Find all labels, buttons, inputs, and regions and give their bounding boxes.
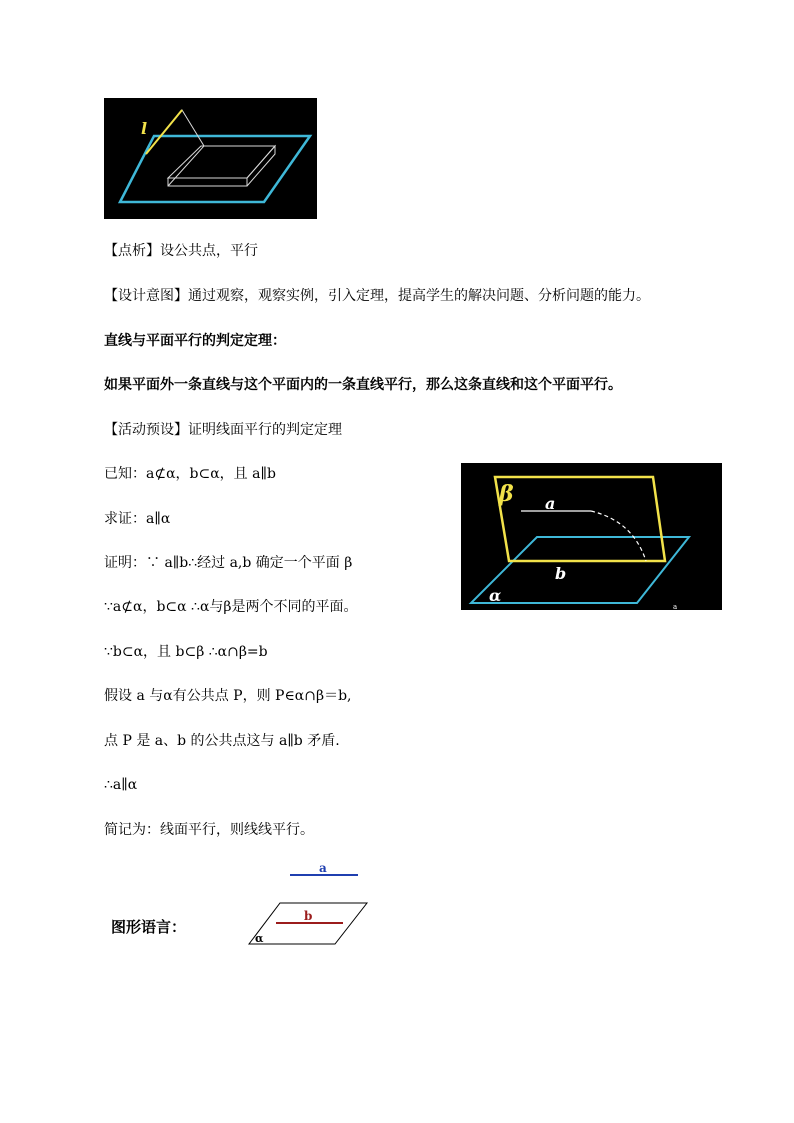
- label-corner: a: [673, 603, 678, 610]
- label-alpha: α: [489, 586, 502, 605]
- proof-step-5: 点 P 是 a、b 的公共点这与 a∥b 矛盾.: [104, 733, 340, 749]
- graphic-label-alpha: α: [255, 932, 264, 945]
- proof-step-4: 假设 a 与α有公共点 P，则 P∈α∩β＝b,: [104, 688, 352, 704]
- figure-line-plane-parallel: [104, 98, 317, 219]
- proof-step-6: ∴a∥α: [104, 777, 138, 793]
- graphic-caption: 图形语言：: [111, 918, 187, 936]
- proof-step-2: ∵a⊄α，b⊂α ∴α与β是两个不同的平面。: [104, 599, 358, 615]
- label-b: b: [555, 564, 567, 583]
- label-beta: β: [499, 481, 514, 507]
- proof-step-3: ∵b⊂α，且 b⊂β ∴α∩β=b: [104, 644, 268, 660]
- activity-text: 证明线面平行的判定定理: [188, 422, 342, 438]
- label-l: l: [141, 119, 148, 138]
- line-l: [146, 110, 182, 154]
- design-text: 通过观察，观察实例，引入定理，提高学生的解决问题、分析问题的能力。: [188, 288, 650, 304]
- activity-line: [104, 420, 342, 440]
- analysis-text: 设公共点，平行: [160, 243, 258, 259]
- activity-tag: 【活动预设】: [104, 422, 188, 438]
- theorem-title: 直线与平面平行的判定定理：: [104, 333, 286, 349]
- proof-step-1: 证明：∵ a∥b∴经过 a,b 确定一个平面 β: [104, 555, 353, 571]
- proof-prove: 求证：a∥α: [104, 511, 171, 527]
- half-plane: [146, 110, 204, 186]
- proof-summary: 简记为：线面平行，则线线平行。: [104, 822, 314, 838]
- analysis-line: [104, 241, 258, 261]
- design-tag: 【设计意图】: [104, 288, 188, 304]
- graphic-label-b: b: [304, 909, 313, 923]
- slab-front: [168, 178, 247, 186]
- figure-1-svg: [104, 98, 317, 219]
- plane-beta: [495, 477, 665, 561]
- slab-side: [247, 146, 275, 186]
- proof-given: 已知：a⊄α，b⊂α，且 a∥b: [104, 466, 276, 482]
- graphic-diagram: [240, 856, 375, 948]
- slab-top: [168, 146, 275, 178]
- analysis-tag: 【点析】: [104, 243, 160, 259]
- graphic-label-a: a: [319, 861, 327, 875]
- label-a: a: [545, 494, 556, 513]
- figure-2-svg: [461, 463, 722, 610]
- figure-two-planes: [461, 463, 722, 610]
- design-line: [104, 286, 650, 306]
- theorem-statement: 如果平面外一条直线与这个平面内的一条直线平行，那么这条直线和这个平面平行。: [104, 377, 622, 393]
- plane-alpha: [471, 537, 689, 603]
